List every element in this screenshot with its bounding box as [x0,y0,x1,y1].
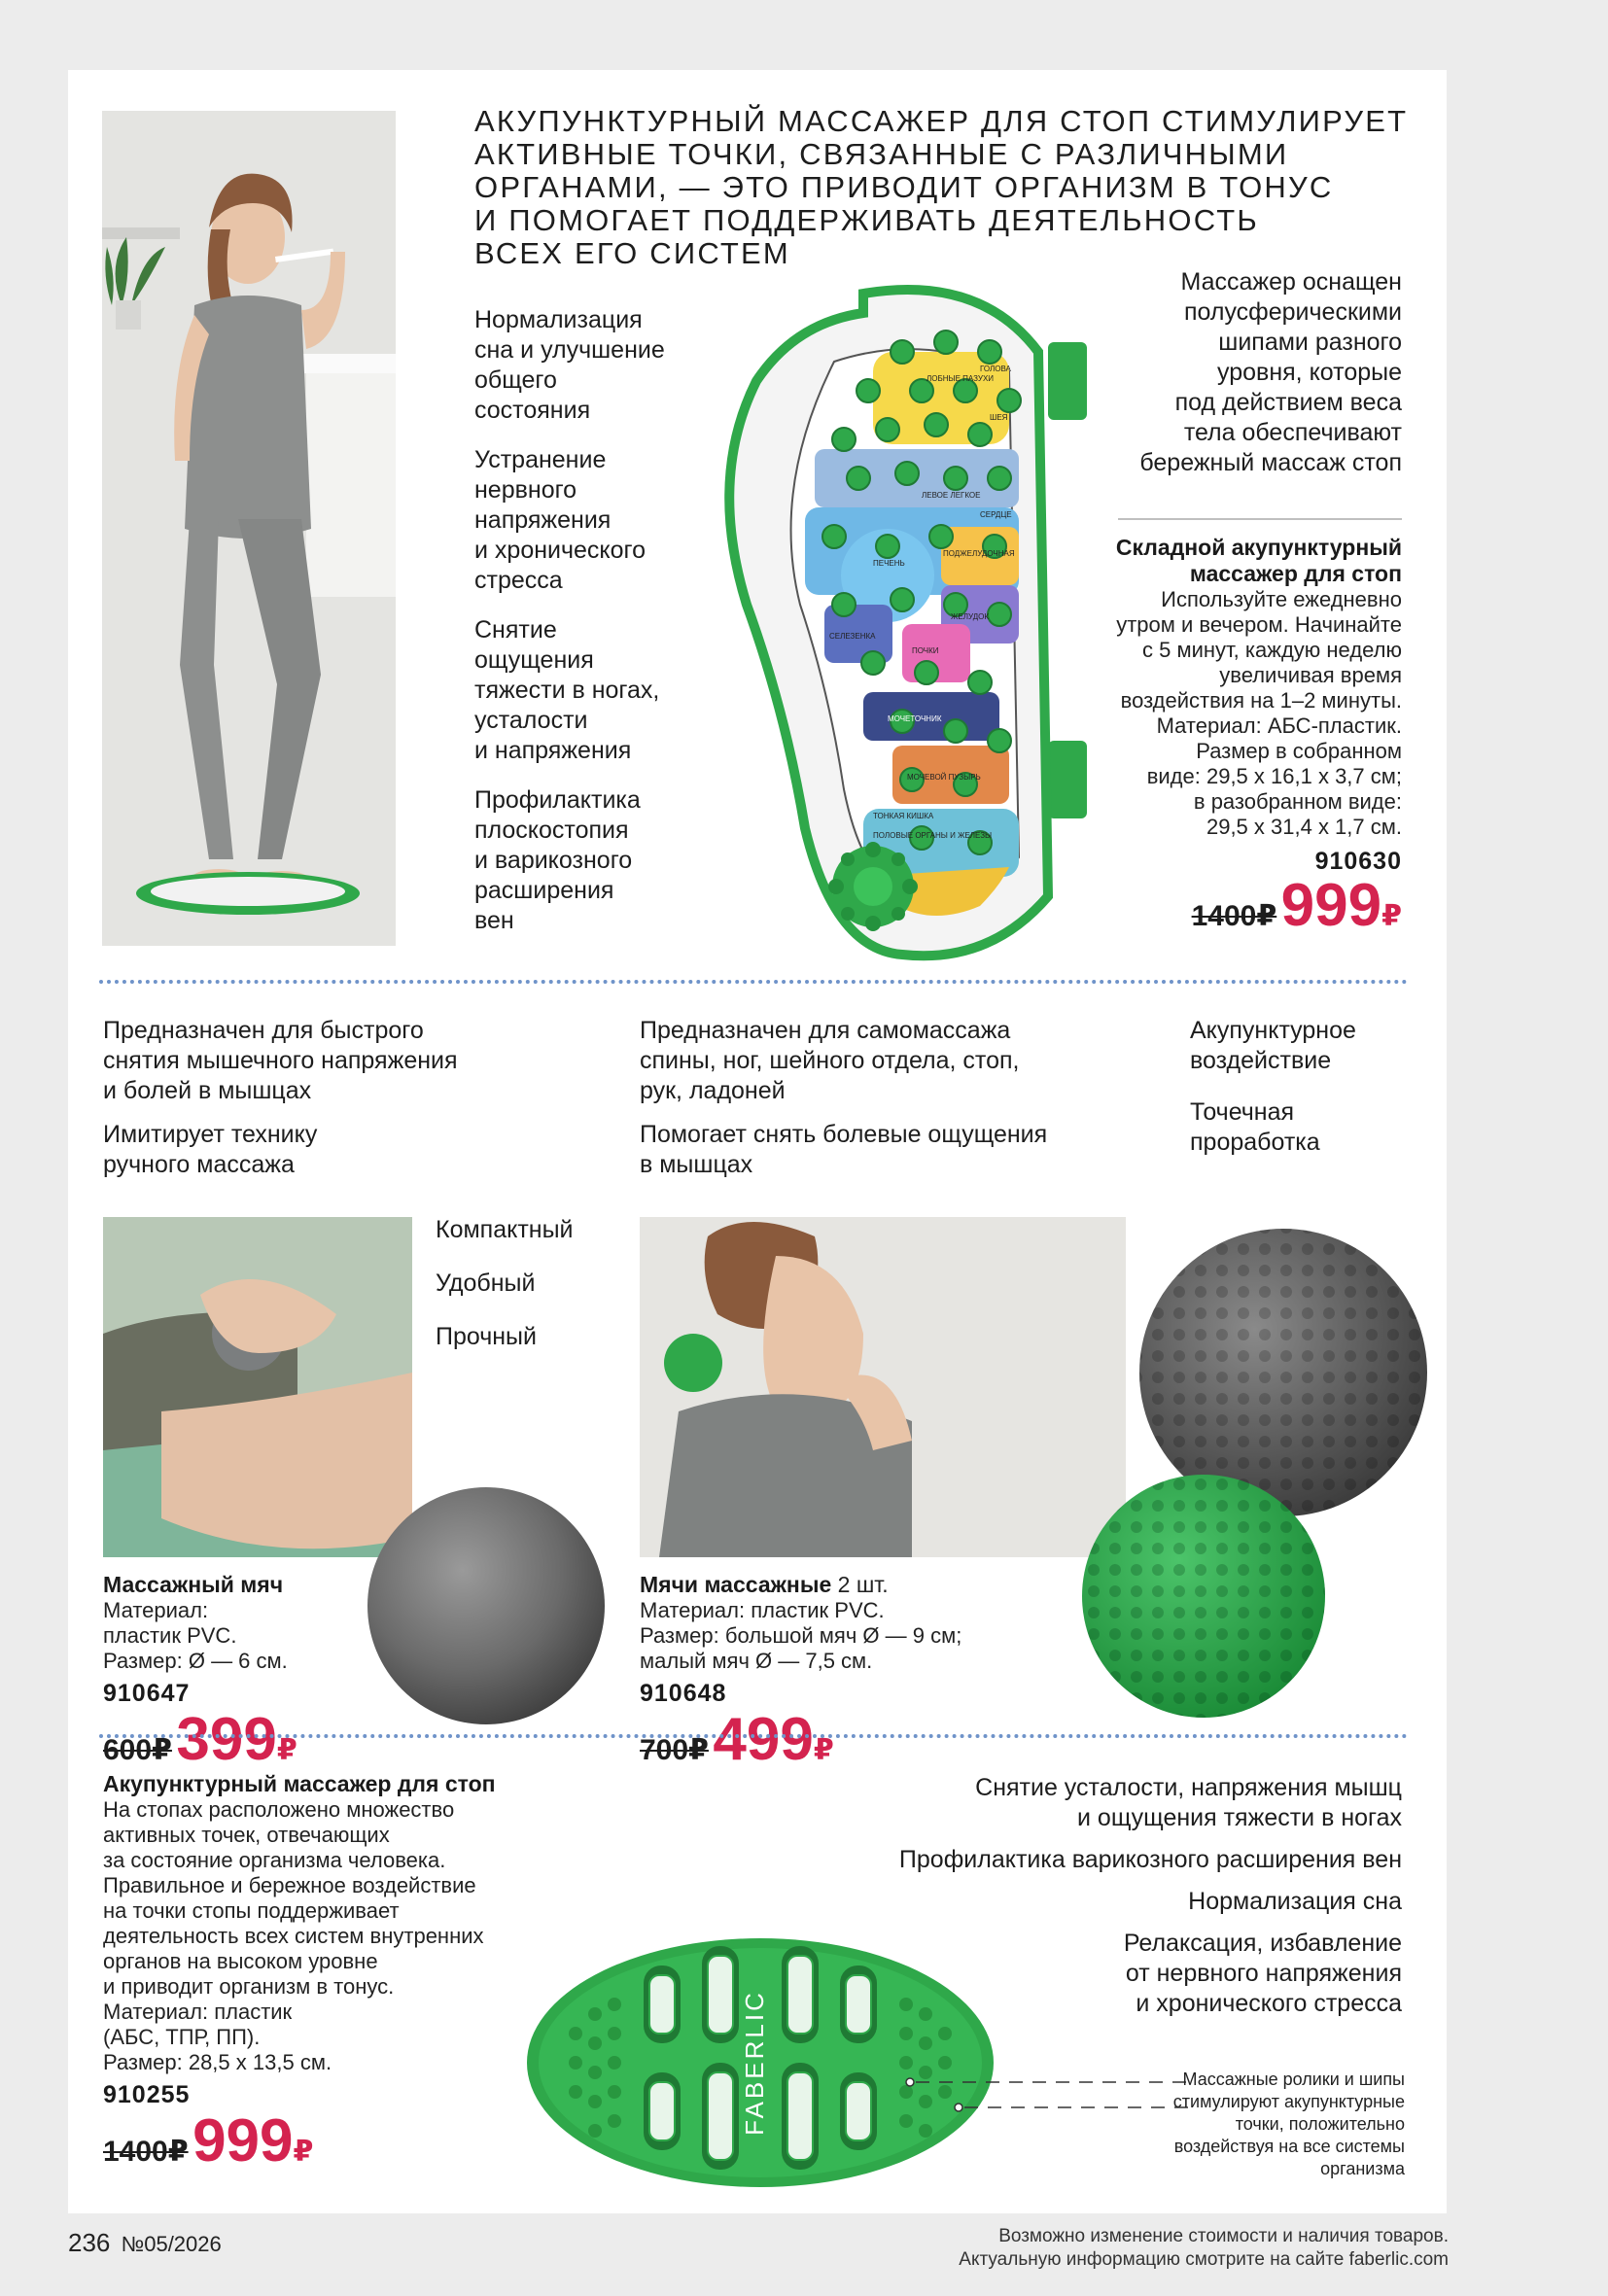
benefit-line: общего [474,366,557,394]
currency: ₽ [293,2136,314,2168]
desc-line: активных точек, отвечающих [103,1823,390,1847]
benefit-line: воздействие [1190,1047,1332,1074]
product-card-910647 [103,1572,414,1773]
ball-benefits-col3 [1190,1016,1414,1177]
benefit-line: и хронического [474,537,647,564]
benefit-line: состояния [474,397,591,424]
callout-line: стимулируют акупунктурные [1172,2092,1405,2111]
feature-line: бережный массаж стоп [1139,449,1402,476]
ball-benefits-col1 [103,1016,609,1200]
new-price: 999 [1280,872,1382,939]
benefit-line: от нервного напряжения [1125,1960,1402,1987]
benefit-line: Точечная [1190,1098,1295,1126]
desc-line: 29,5 х 31,4 х 1,7 см. [1206,815,1402,839]
old-price: 700₽ [640,1734,709,1766]
map-label: ПЕЧЕНЬ [873,559,905,568]
product-card-910630 [1001,535,1402,939]
dotted-divider [99,1734,1408,1738]
headline [474,105,1408,270]
benefit-heaviness [474,615,708,766]
product-sku: 910630 [1314,848,1402,875]
headline-line: ОРГАНАМИ, — ЭТО ПРИВОДИТ ОРГАНИЗМ В ТОНУС [474,170,1334,204]
benefit-line: Предназначен для быстрого [103,1017,424,1044]
feature-description [1040,267,1402,478]
catalog-page [68,70,1447,2213]
benefit-line: ощущения [474,646,594,674]
benefit-group [640,1120,1145,1180]
headline-line: АКТИВНЫЕ ТОЧКИ, СВЯЗАННЫЕ С РАЗЛИЧНЫМИ [474,137,1289,171]
feature-line: полусферическими [1183,298,1402,326]
benefit-stress [474,445,708,596]
footer-note [836,2225,1449,2272]
map-label: ГОЛОВА [980,365,1011,373]
benefit-line: Снятие усталости, напряжения мышц [975,1774,1402,1801]
currency: ₽ [1381,900,1402,932]
desc-line: Размер: Ø — 6 см. [103,1649,288,1673]
benefit-line: тяжести в ногах, [474,677,660,704]
benefit-line: плоскостопия [474,817,629,844]
product-name: Акупунктурный массажер для стоп [103,1771,496,1796]
map-label: МОЧЕВОЙ ПУЗЫРЬ [907,773,981,782]
benefit-sleep [474,305,708,426]
new-price: 399 [176,1706,277,1773]
feature-line: уровня, которые [1217,359,1402,386]
desc-line: Размер: 28,5 х 13,5 см. [103,2050,332,2074]
page-number: 236 [68,2228,111,2257]
ball-features [436,1215,630,1352]
issue-number: №05/2026 [121,2232,222,2256]
desc-line: виде: 29,5 х 16,1 х 3,7 см; [1146,764,1402,788]
map-label: ЛОБНЫЕ ПАЗУХИ [926,374,995,383]
old-price: 1400₽ [103,2136,189,2168]
currency: ₽ [813,1734,834,1766]
price-row [1001,872,1402,939]
desc-line: на точки стопы поддерживает [103,1898,400,1923]
benefit-line: усталости [474,707,588,734]
desc-line: Материал: [103,1598,209,1622]
benefit-line: и напряжения [474,737,632,764]
benefit-line: Помогает снять болевые ощущения [640,1121,1048,1148]
feature-convenient: Удобный [436,1270,536,1297]
product-name-line: массажер для стоп [1189,561,1402,586]
feature-compact: Компактный [436,1216,574,1243]
desc-line: воздействия на 1–2 минуты. [1120,688,1402,713]
product-card-910648 [640,1572,1048,1773]
benefit-group [651,1773,1402,1833]
separator-line [1118,518,1402,520]
benefit-line: нервного [474,476,577,504]
map-label: ПОДЖЕЛУДОЧНАЯ [943,549,1015,558]
product-title-row [640,1572,1048,1598]
benefit-line: Релаксация, избавление [1123,1930,1402,1957]
benefit-line: и болей в мышцах [103,1077,312,1104]
benefit-line: в мышцах [640,1151,753,1178]
benefit-line: проработка [1190,1129,1320,1156]
new-price: 999 [192,2107,294,2174]
product-sku: 910647 [103,1680,191,1707]
product-sku: 910648 [640,1680,727,1707]
benefit-line: расширения [474,877,614,904]
map-label: СЕЛЕЗЕНКА [829,632,876,641]
map-label: СЕРДЦЕ [980,510,1012,519]
benefit-group [640,1016,1145,1106]
desc-line: На стопах расположено множество [103,1797,455,1822]
benefit-line: напряжения [474,506,612,534]
benefit-group [1190,1097,1414,1158]
callout-line: точки, положительно [1235,2114,1405,2134]
map-label: МОЧЕТОЧНИК [888,714,942,723]
desc-line: малый мяч Ø — 7,5 см. [640,1649,873,1673]
feature-line: под действием веса [1174,389,1402,416]
desc-line: пластик PVC. [103,1623,237,1648]
benefit-line: Акупунктурное [1190,1017,1356,1044]
product-description [1001,587,1402,840]
spiky-balls-image [1040,1217,1449,1761]
callout-line: Массажные ролики и шипы [1182,2070,1405,2089]
headline-line: АКУПУНКТУРНЫЙ МАССАЖЕР ДЛЯ СТОП СТИМУЛИРУЕТ [474,104,1409,138]
product-name [1001,535,1402,587]
map-label: ПОЧКИ [912,646,939,655]
footer-note-line: Актуальную информацию смотрите на сайте faberlic.com [959,2249,1449,2270]
benefit-line: спины, ног, шейного отдела, стоп, [640,1047,1020,1074]
desc-line: Материал: АБС-пластик. [1156,713,1402,738]
ball-benefits-col2 [640,1016,1145,1200]
benefit-line: Предназначен для самомассажа [640,1017,1011,1044]
map-label: ШЕЯ [990,413,1008,422]
product-description [103,1598,414,1674]
benefit-line: ручного массажа [103,1151,295,1178]
feature-line: тела обеспечивают [1183,419,1402,446]
roller-foot-massager-image [517,1927,1003,2199]
benefit-group [103,1120,609,1180]
benefits-list [474,305,708,956]
desc-line: Размер в собранном [1196,739,1402,763]
benefit-group [1190,1016,1414,1076]
price-row [103,1706,414,1773]
callout-line: организма [1320,2159,1405,2178]
benefit-group [651,1845,1402,1875]
dotted-divider [99,980,1408,984]
map-label: ПОЛОВЫЕ ОРГАНЫ И ЖЕЛЕЗЫ [873,831,993,840]
benefit-group [103,1016,609,1106]
benefit-line: Устранение [474,446,607,473]
benefit-line: сна и улучшение [474,336,665,364]
benefit-line: Снятие [474,616,557,644]
map-label: ЛЕВОЕ ЛЕГКОЕ [922,491,981,500]
benefit-line: Нормализация [474,306,643,333]
product-qty: 2 шт. [831,1572,889,1597]
desc-line: Размер: большой мяч Ø — 9 см; [640,1623,962,1648]
desc-line: увеличивая время [1219,663,1402,687]
product-name: Массажный мяч [103,1572,284,1597]
desc-line: в разобранном виде: [1193,789,1402,814]
old-price: 600₽ [103,1734,172,1766]
benefit-line: вен [474,907,514,934]
benefit-line: Профилактика [474,786,641,814]
benefit-line: Имитирует технику [103,1121,318,1148]
product-name-line: Складной акупунктурный [1115,535,1402,560]
desc-line: утром и вечером. Начинайте [1116,612,1402,637]
desc-line: Правильное и бережное воздействие [103,1873,476,1897]
desc-line: и приводит организм в тонус. [103,1974,395,1999]
brand-logo: FABERLIC [740,1990,769,2136]
headline-line: ВСЕХ ЕГО СИСТЕМ [474,236,790,270]
benefit-line: и варикозного [474,847,633,874]
feature-durable: Прочный [436,1323,537,1350]
footer-page-info [68,2228,222,2258]
map-label: ТОНКАЯ КИШКА [873,812,934,820]
callout-line: воздействуя на все системы [1173,2137,1405,2156]
benefit-line: и хронического стресса [1136,1990,1402,2017]
benefit-line: снятия мышечного напряжения [103,1047,458,1074]
desc-line: с 5 минут, каждую неделю [1142,638,1402,662]
desc-line: Материал: пластик PVC. [640,1598,885,1622]
desc-line: Материал: пластик [103,2000,293,2024]
price-row [640,1706,1048,1773]
new-price: 499 [713,1706,814,1773]
desc-line: (АБС, ТПР, ПП). [103,2025,261,2049]
headline-line: И ПОМОГАЕТ ПОДДЕРЖИВАТЬ ДЕЯТЕЛЬНОСТЬ [474,203,1259,237]
feature-line: шипами разного [1218,329,1402,356]
benefit-line: стресса [474,567,563,594]
benefit-line: Нормализация сна [1188,1888,1402,1915]
desc-line: деятельность всех систем внутренних [103,1924,484,1948]
woman-on-massager-photo [102,111,396,946]
product-description [640,1598,1048,1674]
benefit-line: рук, ладоней [640,1077,786,1104]
benefit-prevention [474,785,708,936]
currency: ₽ [276,1734,297,1766]
callout-text [1128,2069,1405,2180]
benefit-group [651,1887,1402,1917]
feature-line: Массажер оснащен [1180,268,1402,296]
footer-note-line: Возможно изменение стоимости и наличия товаров. [998,2226,1449,2246]
product-sku: 910255 [103,2081,191,2108]
product-name: Мячи массажные [640,1572,832,1597]
desc-line: Используйте ежедневно [1161,587,1402,611]
map-label: ЖЕЛУДОК [951,612,989,621]
desc-line: органов на высоком уровне [103,1949,378,1973]
benefit-line: Профилактика варикозного расширения вен [898,1846,1402,1873]
benefit-line: и ощущения тяжести в ногах [1077,1804,1402,1831]
desc-line: за состояние организма человека. [103,1848,446,1872]
old-price: 1400₽ [1191,900,1277,932]
